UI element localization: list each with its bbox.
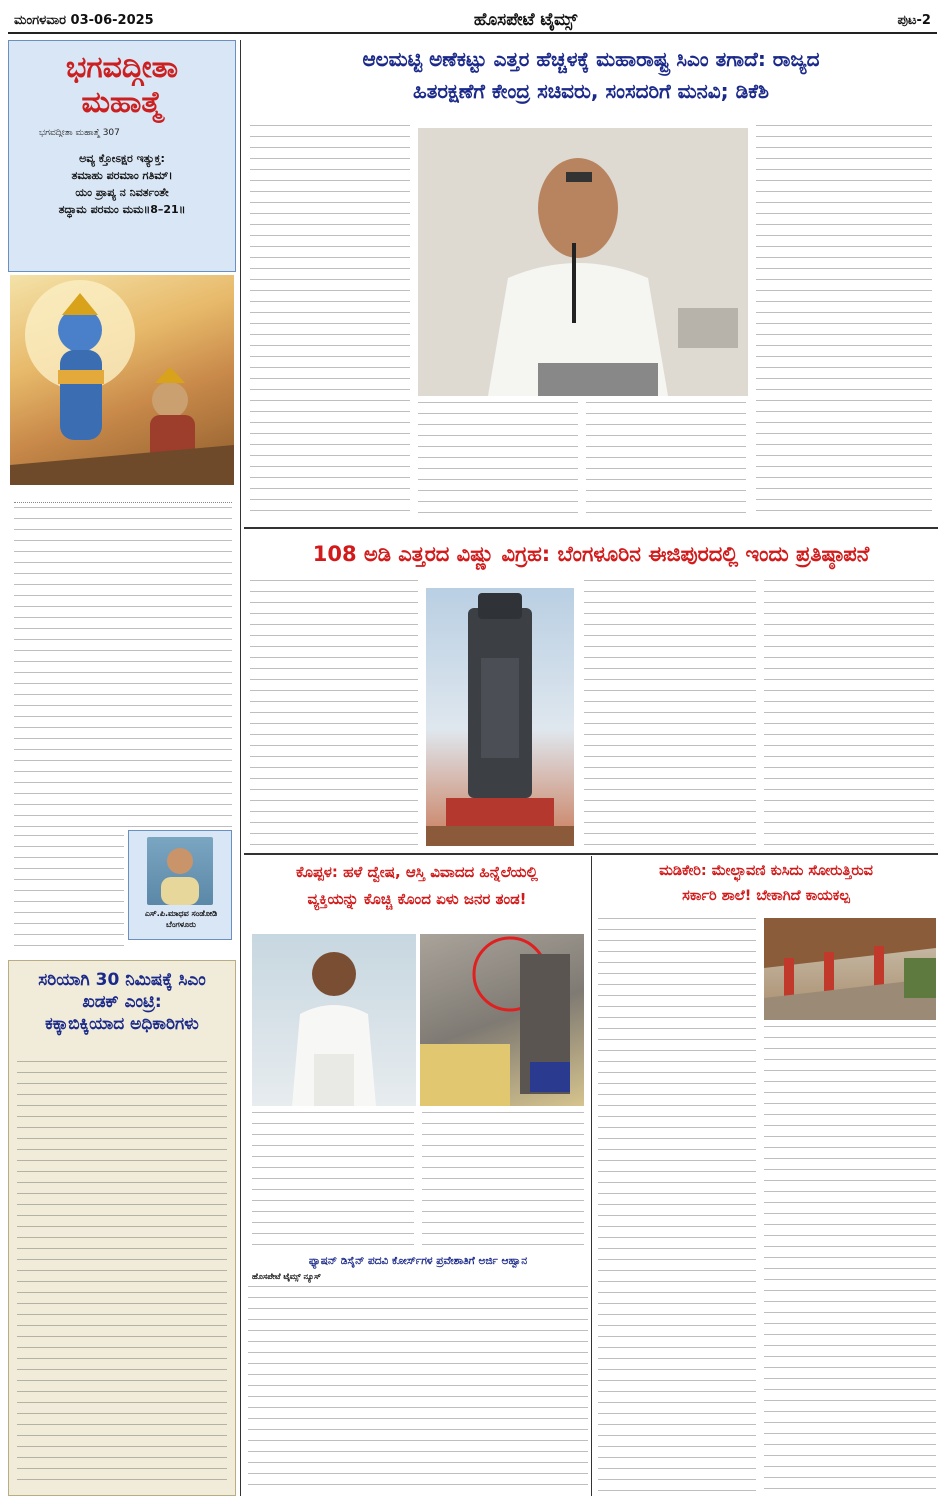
- verse-line-4: ತದ್ಧಾಮ ಪರಮಂ ಮಮ॥8–21॥: [58, 203, 186, 217]
- madikeri-body-col2: [764, 1026, 936, 1494]
- gita-series-label: ಭಗವದ್ಗೀತಾ ಮಹಾತ್ಮೆ 307: [39, 128, 120, 138]
- column-divider: [240, 40, 241, 1496]
- idol-illustration: [426, 588, 574, 846]
- author-caption: [129, 909, 232, 931]
- masthead: [8, 8, 937, 34]
- cctv-illustration: [420, 934, 584, 1106]
- page-number: ಪುಟ-2: [897, 12, 931, 28]
- alamatti-headline: [246, 42, 936, 118]
- cm-headline-line2: ಖಡಕ್ ಎಂಟ್ರಿ:: [82, 992, 162, 1013]
- vishnu-idol-headline: [246, 534, 936, 574]
- verse-line-2: ತಮಾಹು ಪರಮಾಂ ಗತಿಮ್।: [71, 169, 173, 183]
- author-photo: [147, 837, 213, 905]
- newspaper-title: ಹೊಸಪೇಟೆ ಟೈಮ್ಸ್: [473, 10, 578, 30]
- cm-entry-story: [8, 960, 236, 1496]
- fashion-design-notice: [248, 1254, 588, 1494]
- madikeri-body-col1: [598, 918, 756, 1494]
- vishnu-idol-photo: [426, 588, 574, 846]
- alamatti-headline-line2: ಹಿತರಕ್ಷಣೆಗೆ ಕೇಂದ್ರ ಸಚಿವರು, ಸಂಸದರಿಗೆ ಮನವಿ; ಡಿಕೆಶಿ: [412, 79, 769, 103]
- cm-entry-headline: [9, 961, 235, 1035]
- koppal-body-col2: [422, 1112, 584, 1250]
- gita-title-line1: ಭಗವದ್ಗೀತಾ: [65, 50, 179, 85]
- vishnu-body-col1: [250, 580, 418, 850]
- section-divider: [244, 527, 938, 529]
- press-conference-illustration: [418, 128, 748, 396]
- painting-illustration: [10, 275, 234, 485]
- madikeri-headline: [596, 858, 936, 914]
- vishnu-headline-text: 108 ಅಡಿ ಎತ್ತರದ ವಿಷ್ಣು ವಿಗ್ರಹ: ಬೆಂಗಳೂರಿನ ಈಜಿಪುರದಲ್ಲಿ ಇಂದು ಪ್ರತಿಷ್ಠಾಪನೆ: [312, 542, 870, 566]
- verse-line-1: ಅವ್ಯ ಕ್ತೋಽಕ್ಷರ ಇತ್ಯುಕ್ತ:: [79, 152, 165, 165]
- vishnu-body-col2: [584, 580, 756, 850]
- verse-line-3: ಯಂ ಪ್ರಾಪ್ಯ ನ ನಿವರ್ತಂತೇ: [75, 186, 169, 200]
- madikeri-headline-line1: ಮಡಿಕೇರಿ: ಮೇಲ್ಛಾವಣಿ ಕುಸಿದು ಸೋರುತ್ತಿರುವ: [659, 863, 873, 879]
- vishnu-body-col3: [764, 580, 934, 850]
- issue-date: ಮಂಗಳವಾರ 03-06-2025: [14, 12, 154, 28]
- section-divider-2: [244, 853, 938, 855]
- gita-title-line2: ಮಹಾತ್ಮೆ: [81, 84, 163, 120]
- victim-photo: [252, 934, 416, 1106]
- koppal-headline: [246, 858, 588, 928]
- koppal-body-col1: [252, 1112, 414, 1250]
- madikeri-headline-line2: ಸರ್ಕಾರಿ ಶಾಲೆ! ಬೇಕಾಗಿದೆ ಕಾಯಕಲ್ಪ: [682, 887, 850, 904]
- gita-title: [9, 41, 235, 120]
- man-portrait-illustration: [252, 934, 416, 1106]
- alamatti-body-col1: [250, 125, 410, 520]
- fashion-byline: ಹೊಸಪೇಟೆ ಟೈಮ್ಸ್ ನ್ಯೂಸ್: [252, 1271, 321, 1281]
- gita-verse: [9, 150, 235, 218]
- gita-commentary-text: [14, 495, 232, 835]
- koppal-madikeri-divider: [591, 856, 592, 1496]
- koppal-headline-line1: ಕೊಪ್ಪಳ: ಹಳೆ ದ್ವೇಷ, ಆಸ್ತಿ ವಿವಾದದ ಹಿನ್ನೆಲೆಯಲ್ಲಿ: [296, 863, 538, 881]
- alamatti-headline-line1: ಆಲಮಟ್ಟಿ ಅಣೆಕಟ್ಟು ಎತ್ತರ ಹೆಚ್ಚಳಕ್ಕೆ ಮಹಾರಾಷ್ಟ್ರ ಸಿಎಂ ತಗಾದೆ: ರಾಜ್ಯದ: [362, 47, 820, 71]
- cctv-photo: [420, 934, 584, 1106]
- koppal-headline-line2: ವ್ಯಕ್ತಿಯನ್ನು ಕೊಚ್ಚಿ ಕೊಂದ ಏಳು ಜನರ ತಂಡ!: [307, 889, 527, 908]
- school-corridor-illustration: [764, 918, 936, 1020]
- author-name: ಎಸ್.ಪಿ.ಮಾಧವ ಸಂಡೋಡಿ: [144, 909, 218, 918]
- author-photo-box: [128, 830, 232, 940]
- cm-headline-line1: ಸರಿಯಾಗಿ 30 ನಿಮಿಷಕ್ಕೆ ಸಿಎಂ: [38, 970, 206, 990]
- cm-entry-body: [17, 1061, 227, 1489]
- alamatti-body-col3: [586, 402, 746, 520]
- fashion-headline: ಫ್ಯಾಷನ್ ಡಿಸೈನ್ ಪದವಿ ಕೋರ್ಸ್‌ಗಳ ಪ್ರವೇಶಾತಿಗೆ ಅರ್ಜಿ ಆಹ್ವಾನ: [308, 1255, 528, 1267]
- gita-panel: [8, 40, 236, 272]
- fashion-body: [248, 1286, 588, 1492]
- alamatti-body-col2: [418, 402, 578, 520]
- krishna-arjuna-image: [10, 275, 234, 485]
- dk-shivakumar-photo: [418, 128, 748, 396]
- alamatti-body-col4: [756, 125, 932, 520]
- author-city: ಬೆಂಗಳೂರು: [166, 919, 196, 929]
- school-photo: [764, 918, 936, 1020]
- gita-text-continued: [14, 835, 124, 947]
- person-icon: [147, 837, 213, 905]
- cm-headline-line3: ಕಕ್ಕಾಬಿಕ್ಕಿಯಾದ ಅಧಿಕಾರಿಗಳು: [45, 1014, 199, 1035]
